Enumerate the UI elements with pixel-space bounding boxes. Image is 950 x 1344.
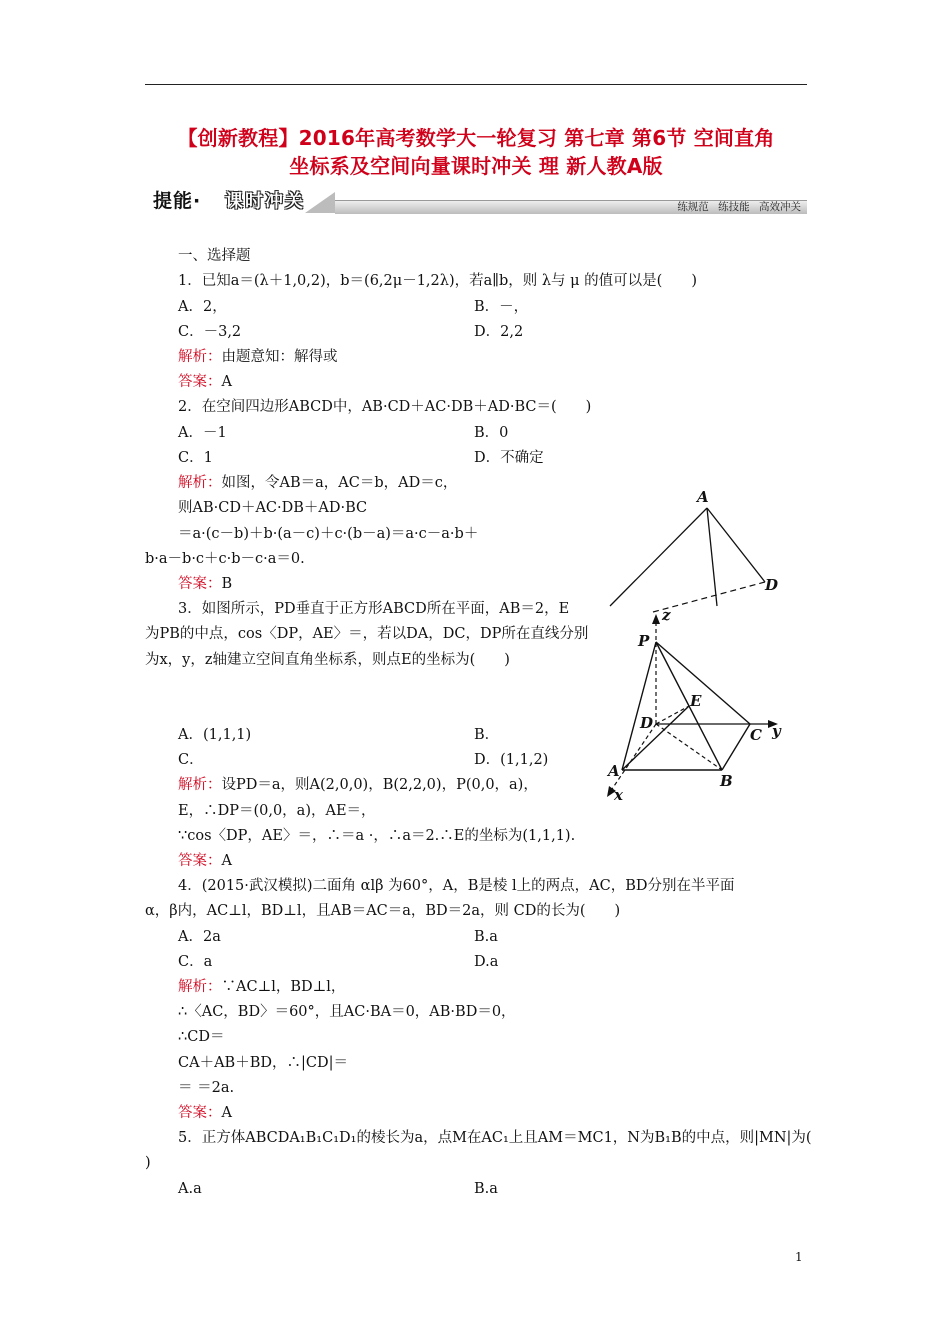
text-line [178, 801, 376, 821]
line-text: 5．正方体ABCDA₁B₁C₁D₁的棱长为a，点M在AC₁上且AM＝MC1，N为B₁B的中点，则|MN|为( [178, 1130, 812, 1146]
line-text: ) [145, 1155, 151, 1171]
line-text: 一、选择题 [178, 248, 251, 264]
label-a: A [608, 762, 620, 780]
banner-sub: 课时冲关 [225, 191, 305, 212]
edge-p-a [622, 642, 656, 770]
edge-a-mid [707, 508, 717, 606]
text-line [178, 322, 241, 342]
line-text: B [221, 576, 233, 592]
label-d: D [765, 576, 779, 594]
text-line [178, 448, 213, 468]
label-z: z [662, 606, 671, 624]
edge-p-c [656, 642, 750, 724]
line-text: 由题意知：解得或 [221, 349, 338, 365]
line-text: D．(1,1,2) [474, 752, 549, 768]
text-line [474, 423, 508, 443]
label-c: C [750, 726, 762, 744]
text-line [474, 952, 498, 972]
edge-a-left [610, 508, 707, 606]
line-text: 为PB的中点，cos〈DP，AE〉＝，若以DA，DC，DP所在直线分别 [145, 626, 589, 642]
text-line [178, 750, 204, 770]
title-line-2: 坐标系及空间向量课时冲关 理 新人教A版 [289, 154, 663, 178]
edge-a-d [707, 508, 765, 582]
text-line [178, 1027, 224, 1047]
line-text: 则AB·CD＋AC·DB＋AD·BC [178, 500, 368, 516]
line-text: CA＋AB＋BD，∴|CD|＝ [178, 1055, 348, 1071]
text-line [145, 549, 305, 569]
z-arrow [652, 614, 660, 624]
line-text: D.a [474, 954, 499, 970]
line-label: 解析： [178, 475, 222, 491]
line-text: ∵cos〈DP，AE〉＝，∴＝a ·，∴a＝2.∴E的坐标为(1,1,1). [178, 828, 576, 844]
text-line [178, 524, 478, 544]
banner-main: 提能· [153, 190, 202, 212]
text-line [178, 1179, 202, 1199]
label-x: x [614, 786, 623, 804]
text-line [145, 650, 510, 670]
line-text: ∵AC⊥l，BD⊥l， [221, 979, 346, 995]
line-label: 答案： [178, 1105, 222, 1121]
text-line [474, 448, 544, 468]
text-line [178, 347, 338, 367]
line-text: α，β内，AC⊥l，BD⊥l，且AB＝AC＝a，BD＝2a，则 CD的长为( ) [145, 903, 621, 919]
text-line [178, 246, 251, 266]
line-text: b·a－b·c＋c·b－c·a＝0. [145, 551, 305, 567]
line-label: 解析： [178, 349, 222, 365]
text-line [178, 952, 212, 972]
edge-d-b [656, 724, 722, 770]
text-line [178, 1103, 232, 1123]
text-line [178, 725, 251, 745]
text-line [178, 1053, 348, 1073]
text-line [474, 725, 499, 745]
line-label: 解析： [178, 979, 222, 995]
text-line [178, 397, 591, 417]
line-text: D．不确定 [474, 450, 544, 466]
line-text: 3．如图所示，PD垂直于正方形ABCD所在平面，AB＝2，E [178, 601, 570, 617]
text-line [178, 372, 232, 392]
section-banner [145, 186, 807, 214]
line-text: A．(1,1,1) [178, 727, 252, 743]
line-text: B． [474, 727, 500, 743]
line-text: E，∴DP＝(0,0，a)，AE＝， [178, 803, 376, 819]
text-line [178, 297, 227, 317]
line-text: A [221, 853, 232, 869]
line-label: 答案： [178, 374, 222, 390]
text-line [474, 927, 498, 947]
line-text: C． [178, 752, 204, 768]
line-text: ＝a·(c－b)＋b·(a－c)＋c·(b－a)＝a·c－a·b＋ [178, 526, 479, 542]
line-text: 如图，令AB＝a，AC＝b，AD＝c， [221, 475, 458, 491]
title-line-1: 【创新教程】2016年高考数学大一轮复习 第七章 第6节 空间直角 [177, 126, 775, 150]
text-line [178, 473, 457, 493]
line-text: A．2a [178, 929, 221, 945]
line-text: ∴〈AC，BD〉＝60°，且AC·BA＝0，AB·BD＝0， [178, 1004, 516, 1020]
line-text: B．0 [474, 425, 509, 441]
text-line [474, 1179, 498, 1199]
line-text: B.a [474, 929, 498, 945]
label-d: D [640, 714, 654, 732]
text-line [145, 624, 588, 644]
label-e: E [690, 692, 702, 710]
text-line [178, 574, 232, 594]
text-line [178, 423, 227, 443]
line-text: A．2， [178, 299, 227, 315]
line-text: C．1 [178, 450, 213, 466]
line-label: 答案： [178, 576, 222, 592]
text-line [178, 927, 221, 947]
x-axis [610, 724, 656, 792]
figure-tetrahedron [605, 488, 795, 618]
text-line [178, 826, 575, 846]
line-text: 2．在空间四边形ABCD中，AB·CD＋AC·DB＋AD·BC＝( ) [178, 399, 592, 415]
text-line [178, 851, 232, 871]
label-p: P [638, 632, 650, 650]
text-line [178, 876, 735, 896]
text-line [145, 1153, 151, 1173]
line-text: B.a [474, 1181, 498, 1197]
banner-tags: 练规范 练技能 高效冲关 [677, 201, 801, 213]
line-label: 答案： [178, 853, 222, 869]
line-text: ∴CD＝ [178, 1029, 225, 1045]
text-line [474, 297, 528, 317]
label-b: B [720, 772, 733, 790]
text-line [178, 271, 697, 291]
line-text: A．－1 [178, 425, 227, 441]
line-text: C．－3,2 [178, 324, 242, 340]
page-number: 1 [795, 1250, 803, 1264]
text-line [178, 1078, 234, 1098]
line-text: 1．已知a＝(λ＋1,0,2)，b＝(6,2μ－1,2λ)，若a∥b，则 λ与 μ 的值可以是( ) [178, 273, 697, 289]
line-text: A [221, 1105, 232, 1121]
text-line [178, 775, 538, 795]
line-text: 4．(2015·武汉模拟)二面角 αlβ 为60°，A，B是棱 l上的两点，AC，BD分别在半平面 [178, 878, 735, 894]
edge-b-c [722, 724, 750, 770]
line-label: 解析： [178, 777, 222, 793]
text-line [145, 901, 620, 921]
text-line [178, 498, 367, 518]
line-text: D．2,2 [474, 324, 524, 340]
line-text: A.a [178, 1181, 202, 1197]
text-line [178, 977, 345, 997]
text-line [178, 599, 569, 619]
line-text: C．a [178, 954, 213, 970]
text-line [474, 750, 548, 770]
figure-pyramid [600, 606, 800, 806]
line-text: A [221, 374, 232, 390]
line-text: ＝ ＝2a. [178, 1080, 235, 1096]
label-a: A [697, 488, 709, 506]
line-text: B．－， [474, 299, 529, 315]
text-line [178, 1128, 812, 1148]
text-line [474, 322, 523, 342]
header-rule [145, 84, 807, 85]
label-y: y [772, 722, 781, 740]
line-text: 设PD＝a，则A(2,0,0)，B(2,2,0)，P(0,0，a)， [221, 777, 538, 793]
line-text: 为x，y，z轴建立空间直角坐标系，则点E的坐标为( ) [145, 652, 510, 668]
document-title [140, 124, 812, 180]
banner-wedge [305, 192, 335, 213]
text-line [178, 1002, 516, 1022]
